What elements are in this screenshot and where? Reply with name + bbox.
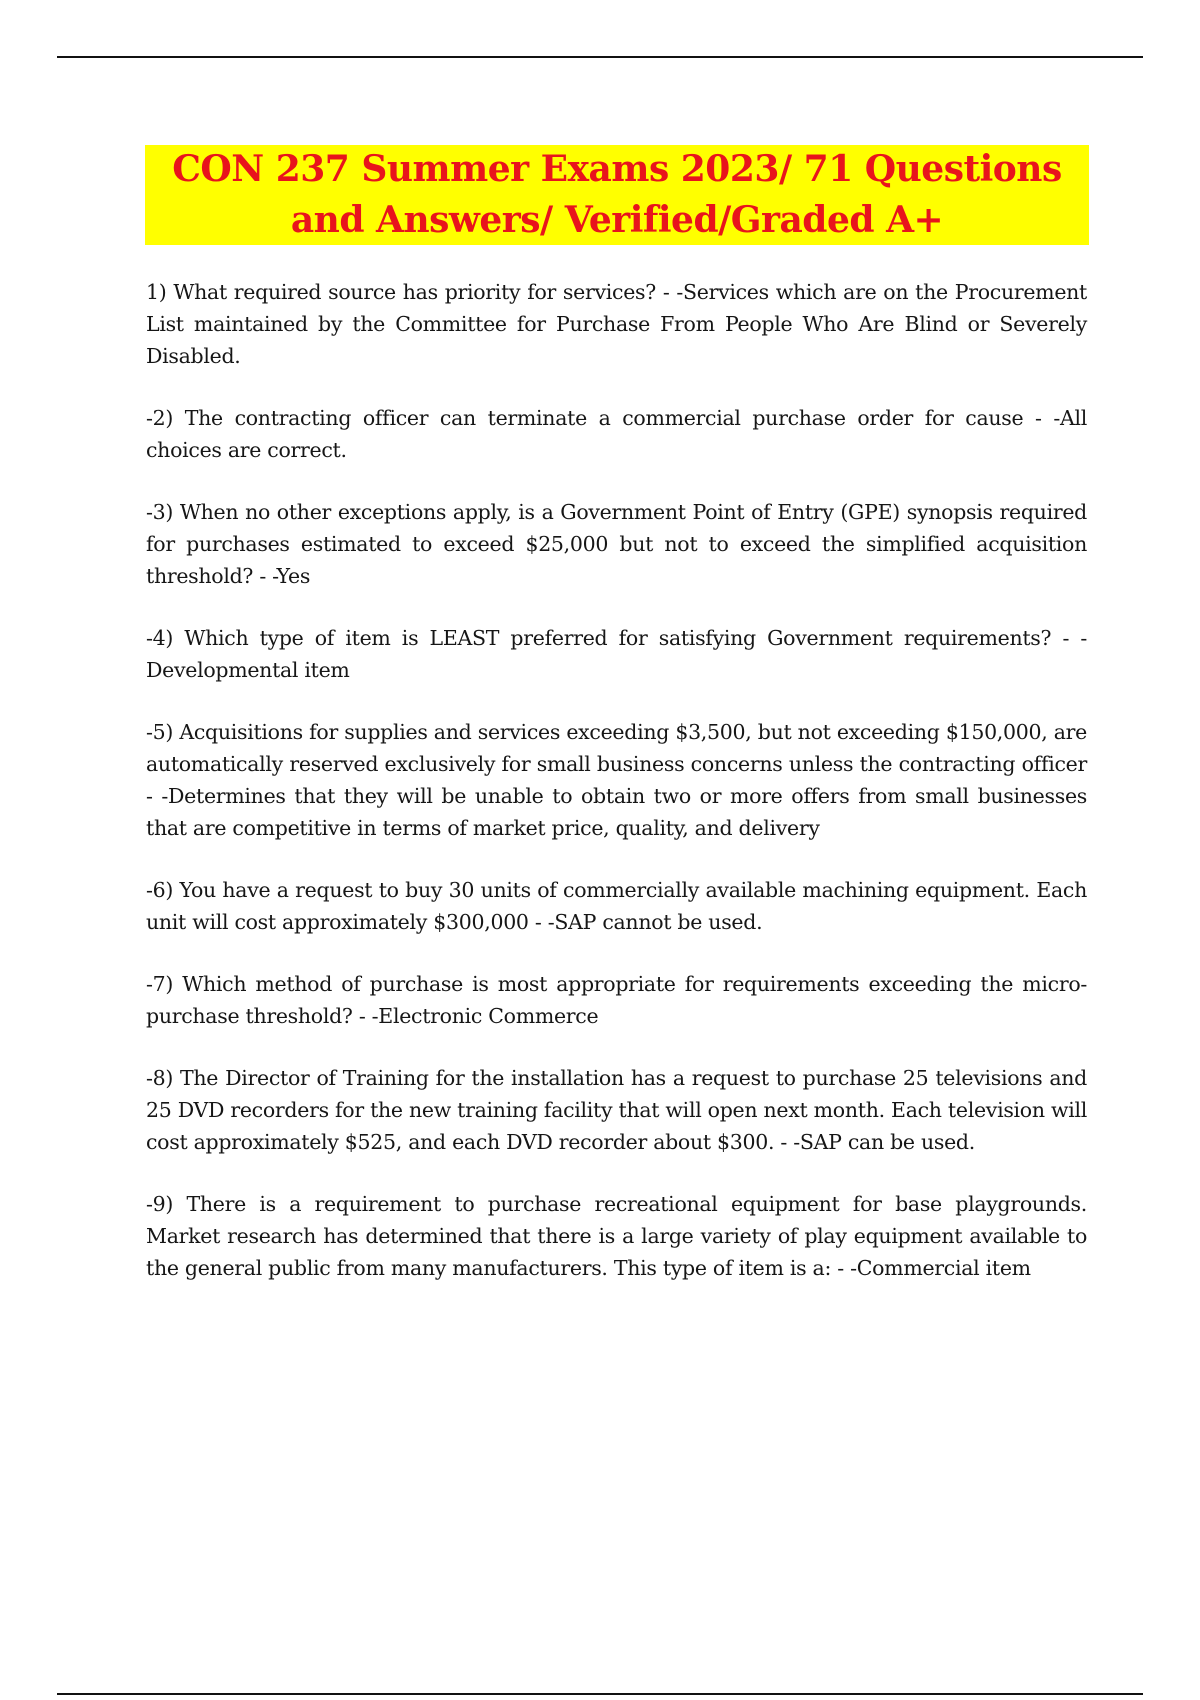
qa-item-6: -6) You have a request to buy 30 units of commercially available machining equipment. Each unit will cost approximately $300,000 - -SAP cannot be used. <box>146 878 1087 934</box>
top-divider <box>57 56 1143 58</box>
qa-item-9: -9) There is a requirement to purchase recreational equipment for base playgrounds. Market research has determined that there is a large variety of play equipment available to the general public from many manufacturers. This type of item is a: - -Commercial item <box>146 1192 1087 1280</box>
qa-item-2: -2) The contracting officer can terminate a commercial purchase order for cause - -All choices are correct. <box>146 406 1087 462</box>
title-banner <box>145 145 1089 245</box>
qa-item-5: -5) Acquisitions for supplies and services exceeding $3,500, but not exceeding $150,000, are automatically reserved exclusively for small business concerns unless the contracting officer - -Determines that they will be unable to obtain two or more offers from small businesses that are competitive in terms of market price, quality, and delivery <box>146 720 1087 840</box>
qa-item-1: 1) What required source has priority for services? - -Services which are on the Procurement List maintained by the Committee for Purchase From People Who Are Blind or Severely Disabled. <box>146 280 1087 368</box>
qa-item-4: -4) Which type of item is LEAST preferred for satisfying Government requirements? - -Developmental item <box>146 626 1087 682</box>
page-title: CON 237 Summer Exams 2023/ 71 Questions and Answers/ Verified/Graded A+ <box>172 148 1062 241</box>
qa-item-8: -8) The Director of Training for the installation has a request to purchase 25 televisions and 25 DVD recorders for the new training facility that will open next month. Each television will cost approximately $525, and each DVD recorder about $300. - -SAP can be used. <box>146 1066 1087 1154</box>
bottom-divider <box>57 1693 1143 1695</box>
qa-item-3: -3) When no other exceptions apply, is a Government Point of Entry (GPE) synopsis required for purchases estimated to exceed $25,000 but not to exceed the simplified acquisition threshold? - -Yes <box>146 500 1087 588</box>
qa-list <box>146 276 1087 1314</box>
qa-item-7: -7) Which method of purchase is most appropriate for requirements exceeding the micro-purchase threshold? - -Electronic Commerce <box>146 972 1087 1028</box>
